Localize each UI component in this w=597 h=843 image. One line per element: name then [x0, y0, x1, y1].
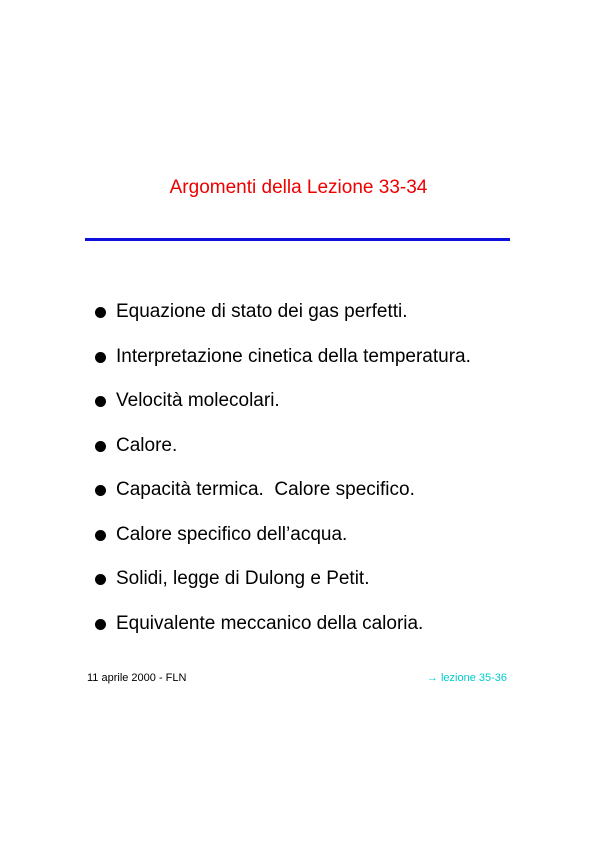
list-item-text: Calore specifico dell’acqua. [116, 523, 348, 545]
list-item-text: Equazione di stato dei gas perfetti. [116, 301, 408, 322]
list-item [95, 300, 471, 345]
footer-date-author: 11 aprile 2000 - FLN [87, 672, 187, 684]
list-item [95, 612, 471, 657]
bullet-icon [95, 441, 106, 452]
bullet-icon [95, 396, 106, 407]
list-item [95, 389, 471, 434]
topic-list [95, 300, 471, 656]
list-item [95, 434, 471, 479]
bullet-icon [95, 530, 106, 541]
list-item-text: Velocità molecolari. [116, 390, 280, 411]
list-item [95, 523, 471, 568]
list-item [95, 345, 471, 390]
title-divider [85, 238, 510, 241]
bullet-icon [95, 574, 106, 585]
list-item-text: Equivalente meccanico della caloria. [116, 612, 424, 634]
list-item-text: Interpretazione cinetica della temperatura. [116, 345, 471, 367]
page-title: Argomenti della Lezione 33-34 [169, 177, 428, 198]
bullet-icon [95, 352, 106, 363]
list-item-text: Calore. [116, 434, 178, 456]
bullet-icon [95, 307, 106, 318]
list-item-text: Capacità termica. Calore specifico. [116, 479, 415, 500]
bullet-icon [95, 485, 106, 496]
bullet-icon [95, 619, 106, 630]
list-item [95, 478, 471, 523]
list-item [95, 567, 471, 612]
next-lesson-link[interactable]: → lezione 35-36 [426, 672, 507, 684]
list-item-text: Solidi, legge di Dulong e Petit. [116, 568, 370, 589]
